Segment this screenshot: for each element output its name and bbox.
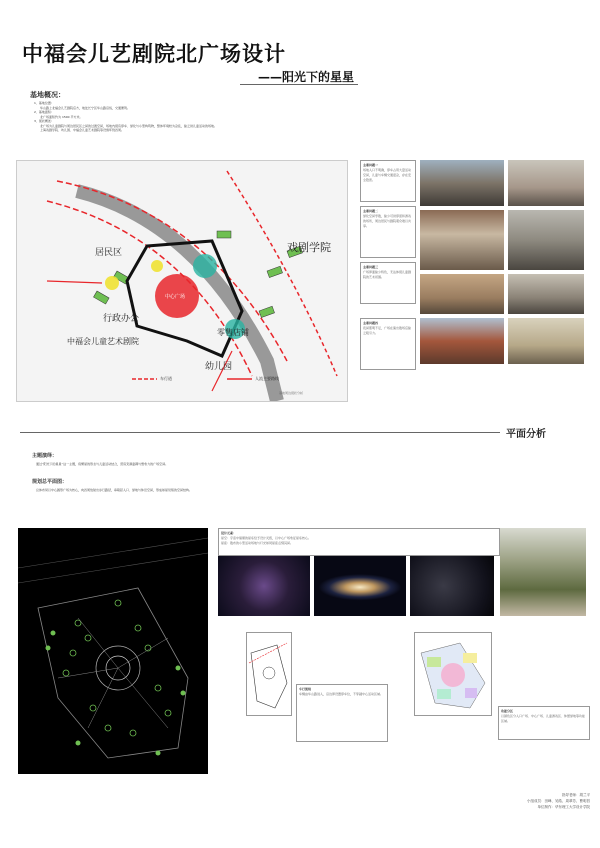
concept-box — [218, 528, 500, 556]
credit-advisor: 指导老师：胡兰平 — [562, 793, 590, 797]
map-footnote: 基地周边现状分析 — [279, 391, 304, 395]
site-photo — [508, 318, 584, 364]
site-photo — [508, 160, 584, 206]
plan-heading: 规划总平面图： — [32, 479, 68, 485]
site-overview-heading: 基地概况： — [30, 91, 65, 99]
building-block — [217, 231, 231, 238]
master-plan-drawing — [18, 528, 208, 774]
building-block — [267, 266, 283, 277]
site-note-2 — [360, 206, 416, 258]
note-title: 主要问题四 — [363, 321, 379, 325]
label-admin: 行政办公 — [103, 313, 140, 323]
site-map-drawing — [17, 161, 347, 401]
master-plan — [18, 528, 208, 774]
overview-line: 北广场为儿童剧院与周边居民区之间的过渡空间，场地内现有停车、绿化与小型构筑物，整体环境较为杂乱，缺乏供儿童活动的场地。 — [40, 123, 218, 128]
building-block — [259, 306, 275, 317]
zoning-diagram — [414, 632, 492, 716]
site-map — [16, 160, 348, 402]
label-center: 中心广场 — [165, 294, 186, 300]
concept-line: 星座：散布的小型活动场地与灯光如同星座点缀其间。 — [221, 540, 294, 545]
label-shop: 零售店铺 — [217, 328, 249, 337]
note-text: 场地入口不明确，停车占用大量活动空间，儿童与车辆交通混杂，存在安全隐患。 — [363, 167, 412, 182]
note-text: 广场界面缺少特色，无法体现儿童剧院的艺术氛围。 — [363, 269, 412, 279]
overview-line: 北广场面积约为 1500 平方米。 — [40, 114, 83, 119]
label-residential: 居民区 — [95, 247, 123, 257]
site-note-3 — [360, 262, 416, 304]
street-photo — [500, 528, 586, 616]
plan-section-heading: 平面分析 — [506, 429, 546, 440]
site-photo — [420, 160, 504, 206]
plan-radial-paths — [58, 618, 168, 728]
label-kindergarten: 幼儿园 — [205, 361, 233, 371]
site-photo — [508, 210, 584, 270]
page-subtitle: ——阳光下的星星 — [258, 70, 355, 84]
section-divider — [20, 432, 500, 433]
site-photo — [420, 210, 504, 270]
analysis-note-1 — [296, 684, 388, 742]
site-note-4 — [360, 318, 416, 370]
entrance-circle — [193, 254, 217, 278]
theme-text: 通过“阳光下的星星”这一主题，将繁星的形态与儿童活动结合，营造充满童趣与想象力的广场空间。 — [36, 462, 169, 466]
analysis-note-2 — [498, 706, 590, 740]
credits — [430, 792, 590, 810]
overview-line: 2、基地面积： — [34, 110, 54, 114]
credit-school: 单位制作：华东理工大学设计学院 — [537, 805, 590, 809]
note-title: 功能分区 — [501, 709, 514, 713]
label-children-theatre: 中福会儿童艺术剧院 — [67, 337, 139, 346]
site-photo — [508, 274, 584, 314]
plan-text: 总体布局以中心圆形广场为核心，向四周放射出步行路径，串联起入口、绿地与休息空间，形成如星辰般的空间结构。 — [36, 488, 193, 492]
plan-boundary — [38, 588, 188, 758]
overview-line: 1、基地位置： — [34, 101, 54, 105]
theme-heading: 主题演绎： — [32, 453, 58, 459]
note-title: 主要问题三 — [363, 265, 379, 269]
overview-line: 上海戏剧学院、幼儿园、中福会儿童艺术剧院等设施环绕四周。 — [40, 128, 125, 132]
note-text: 以颜色区分入口广场、中心广场、儿童游戏区、休憩绿地等功能区域。 — [501, 713, 586, 723]
credit-members: 小组成员：田峰、吴皓、周翠芳、曹明昌 — [527, 799, 590, 803]
note-title: 车行流线 — [299, 687, 312, 691]
site-note-1 — [360, 160, 416, 202]
page-title: 中福会儿艺剧院北广场设计 — [22, 42, 286, 66]
galaxy-image — [314, 556, 406, 616]
overview-line: 华山路上北福会儿艺剧院后方，地处长宁区华山路沿线，交通便利。 — [40, 105, 131, 110]
note-text: 夜间照明不足，广场在演出散场后缺乏吸引力。 — [363, 325, 412, 335]
site-photo — [420, 318, 504, 364]
note-text: 绿化空间零散，缺少可供停留和游戏的场所，周边居民与剧院观众难以共享。 — [363, 213, 412, 228]
circulation-diagram — [246, 632, 292, 716]
note-title: 主要问题一 — [363, 163, 379, 167]
building-block — [94, 291, 110, 304]
overview-line: 3、现状概述： — [34, 119, 54, 123]
note-text: 车辆由华山路进入，沿边界设置停车位，不穿越中心活动区域。 — [299, 691, 384, 696]
node-circle — [151, 260, 163, 272]
legend-pedestrian-label: 人流主要路线 — [255, 376, 279, 381]
galaxy-image — [218, 556, 310, 616]
plan-trees — [46, 631, 186, 756]
note-title: 主要问题二 — [363, 209, 379, 213]
flow-arrow — [47, 281, 102, 283]
subtitle-underline — [240, 84, 358, 85]
star-cluster-image — [410, 556, 494, 616]
concept-heading: 设计元素： — [221, 531, 237, 535]
node-circle — [105, 276, 119, 290]
site-photo — [420, 274, 504, 314]
label-theatre-academy: 戏剧学院 — [287, 242, 331, 254]
concept-line: 星空：宇宙中璀璨的星系给予设计灵感，以中心广场象征星系核心。 — [221, 535, 312, 540]
pedestrian-route-line — [227, 171, 337, 376]
legend-car-label: 车行道 — [160, 376, 172, 381]
site-overview-body — [34, 101, 334, 133]
